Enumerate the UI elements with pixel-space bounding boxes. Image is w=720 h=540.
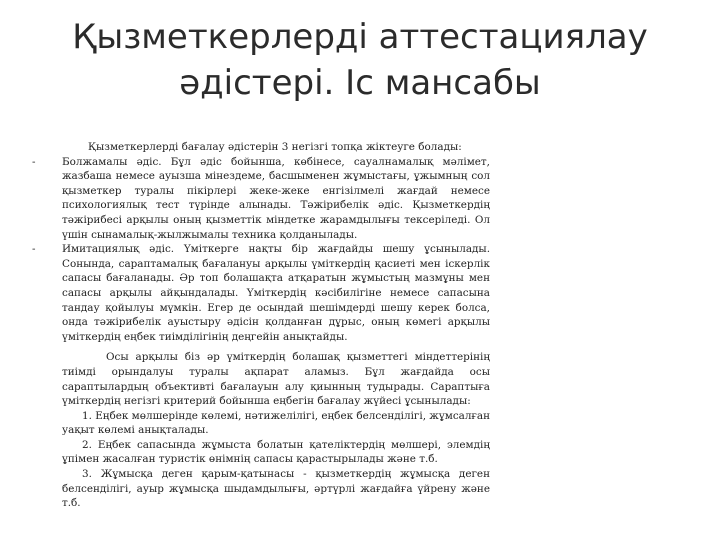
intro-paragraph: Қызметкерлерді бағалау әдістерін 3 негізгі топқа жіктеуге болады:	[88, 141, 462, 153]
slide-body	[32, 140, 490, 511]
criterion-2: 2. Еңбек сапасында жұмыста болатын қателіктердің мөлшері, элемдің ұпімен жасалған туристік өнімнің сапасы қарастырылады және т.б.	[62, 438, 490, 466]
criterion-1: 1. Еңбек мөлшерінде көлемі, нәтижелілігі, еңбек белсенділігі, жұмсалған уақыт көлемі анықталады.	[62, 409, 490, 437]
title-line-2: әдістері. Іс мансабы	[179, 63, 541, 103]
list-item-text: Имитациялық әдіс. Үміткерге нақты бір жағдайды шешу ұсынылады. Сонында, сараптамалық бағалануы арқылы үміткердің қасиеті мен іскерлік сапасы бағаланады. Әр топ болашақта атқаратын жұмыстың мазмұны мен сапасы арқылы айқындалады. Үміткердің кәсібилігіне немесе сапасына тандау қойылуы мүмкін. Егер де осындай шешімдерді шешу керек болса, онда тәжірибелік ауыстыру әдісін қолданған дұрыс, оның көмегі арқылы үміткердің еңбек тиімділігінің деңгейін анықтайды.	[62, 243, 490, 343]
list-item-imitation	[32, 242, 490, 344]
title-line-1: Қызметкерлерді аттестациялау	[72, 17, 648, 57]
bullet-dash: -	[32, 243, 36, 256]
list-item-prognostic	[32, 155, 490, 243]
slide-title	[40, 14, 680, 106]
criterion-3: 3. Жұмысқа деген қарым-қатынасы - қызметкердің жұмысқа деген белсенділігі, ауыр жұмысқа шыдамдылығы, әртүрлі жағдайға үйрену және т.б.	[62, 468, 490, 510]
list-item-text: Болжамалы әдіс. Бұл әдіс бойынша, көбінесе, сауалнамалық мәлімет, жазбаша немесе ауызша мінездеме, басшыменен жұмыстағы, ұжымның сол қызметкер туралы пікірлері жеке-жеке енгізілмелі жағдай немесе психологиялық тест түрінде алынады. Тәжірибелік әдіс. Қызметкердің тәжірибесі арқылы оның қызметтік міндетке жарамдылығы тексеріледі. Ол үшін сынамалық-жылжымалы техника қолданылады.	[62, 155, 490, 241]
bullet-dash: -	[32, 155, 36, 168]
criteria-paragraph: Осы арқылы біз әр үміткердің болашақ қызметтегі міндеттерінің тиімді орындалуы туралы ақпарат аламыз. Бұл жағдайда осы сараптылардың объективті бағалауын алу қиынның тудырады. Сараптыға үміткердің негізгі критерий бойынша еңбегін бағалау жүйесі ұсынылады:	[62, 351, 490, 408]
